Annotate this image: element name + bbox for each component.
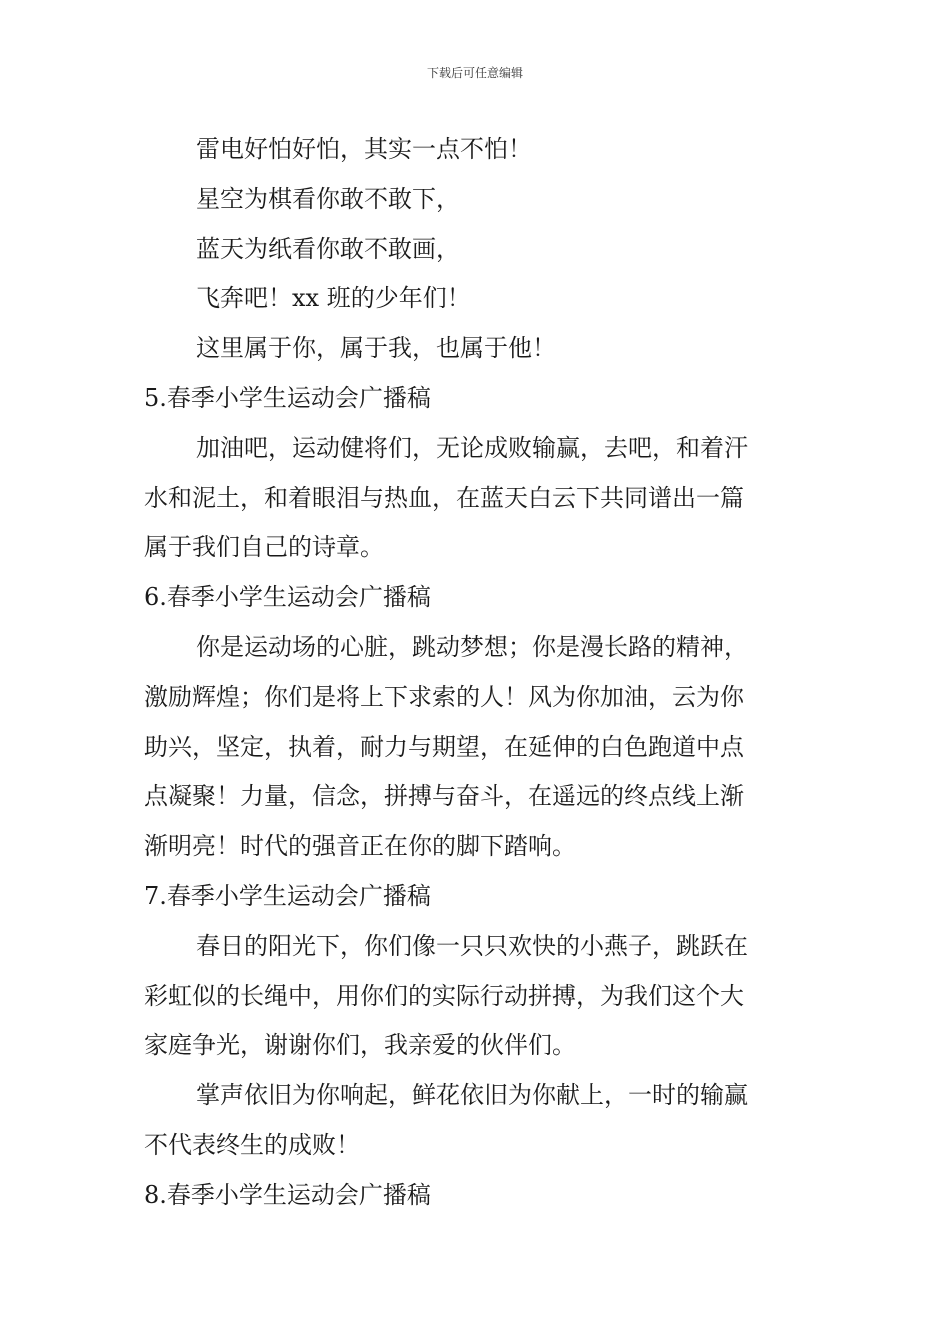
section-heading: 6.春季小学生运动会广播稿 xyxy=(144,583,431,612)
section-heading: 7.春季小学生运动会广播稿 xyxy=(144,881,431,910)
text-line: 星空为棋看你敢不敢下， xyxy=(196,184,460,213)
text-line: 点凝聚！力量，信念，拼搏与奋斗，在遥远的终点线上渐 xyxy=(144,782,744,811)
text-line: 渐明亮！时代的强音正在你的脚下踏响。 xyxy=(144,832,576,861)
text-line: 属于我们自己的诗章。 xyxy=(144,533,384,562)
text-line: 彩虹似的长绳中，用你们的实际行动拼搏，为我们这个大 xyxy=(144,981,744,1010)
text-line: 助兴，坚定，执着，耐力与期望，在延伸的白色跑道中点 xyxy=(144,732,744,761)
section-heading: 8.春季小学生运动会广播稿 xyxy=(144,1180,431,1209)
text-line: 飞奔吧！xx 班的少年们！ xyxy=(196,284,471,313)
text-line: 蓝天为纸看你敢不敢画， xyxy=(196,234,460,263)
text-line: 不代表终生的成败！ xyxy=(144,1130,360,1159)
text-line: 家庭争光，谢谢你们，我亲爱的伙伴们。 xyxy=(144,1031,576,1060)
text-line: 这里属于你，属于我，也属于他！ xyxy=(196,334,556,363)
section-heading: 5.春季小学生运动会广播稿 xyxy=(144,383,431,412)
text-line: 你是运动场的心脏，跳动梦想；你是漫长路的精神， xyxy=(196,632,748,661)
document-body xyxy=(144,125,808,1221)
text-line: 雷电好怕好怕，其实一点不怕！ xyxy=(196,135,532,163)
text-line: 水和泥土，和着眼泪与热血，在蓝天白云下共同谱出一篇 xyxy=(144,483,744,512)
text-line: 掌声依旧为你响起，鲜花依旧为你献上，一时的输赢 xyxy=(196,1081,748,1110)
text-line: 春日的阳光下，你们像一只只欢快的小燕子，跳跃在 xyxy=(196,931,748,960)
page-header: 下载后可任意编辑 xyxy=(426,66,523,80)
text-line: 激励辉煌；你们是将上下求索的人！风为你加油，云为你 xyxy=(144,682,744,711)
text-line: 加油吧，运动健将们，无论成败输赢，去吧，和着汗 xyxy=(196,433,748,462)
